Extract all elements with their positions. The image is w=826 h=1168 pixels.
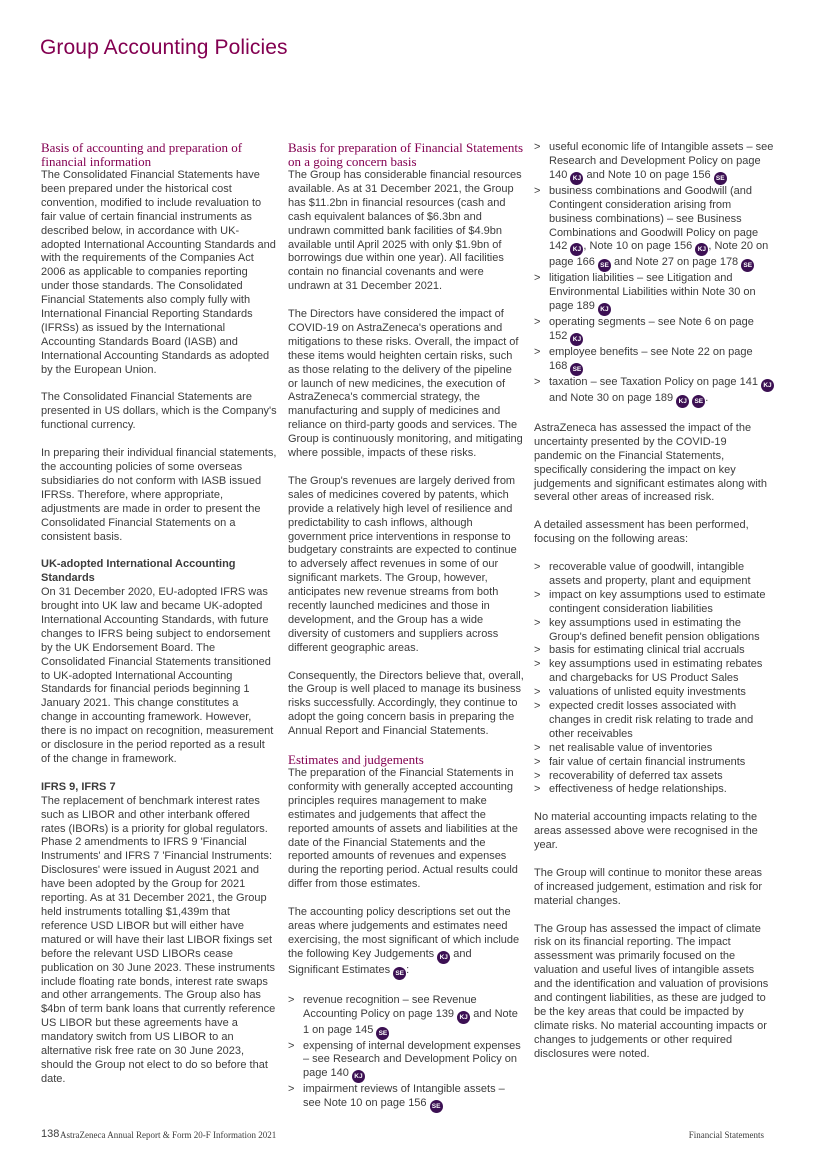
paragraph: The Group has considerable financial resources available. As at 31 December 2021, the Group has $11.2bn in financial resources (cash and cash equivalent balances of $6.3bn and undrawn committed bank facilities of $4.9bn available until April 2025 with only $1.9bn of borrowings due within one year). All facilities contain no financial covenants and were undrawn at 31 December 2021. — [288, 169, 522, 293]
column-3 — [534, 141, 774, 1075]
text: and Significant Estimates — [288, 947, 472, 976]
significant-estimate-badge-icon: SE — [570, 363, 583, 376]
list-item: > impact on key assumptions used to estimate contingent consideration liabilities — [534, 589, 774, 617]
paragraph: The Consolidated Financial Statements are presented in US dollars, which is the Company's functional currency. — [41, 391, 277, 432]
text: : — [406, 963, 410, 976]
list-item: > fair value of certain financial instruments — [534, 756, 774, 770]
paragraph: The Directors have considered the impact of COVID-19 on AstraZeneca's operations and mitigations to these risks. Overall, the impact of these items would heighten certain risks, such as those relating to the delivery of the pipeline or launch of new medicines, the execution of AstraZeneca's commercial strategy, the manufacturing and supply of medicines and reliance on third-party goods and services. The Group is continuously monitoring, and mitigating where possible, impacts of these risks. — [288, 308, 523, 460]
text: taxation – see Taxation Policy on page 141 — [549, 376, 758, 389]
text: , Note 10 on page 156 — [583, 240, 693, 253]
text: and Note 27 on page 178 — [614, 256, 739, 269]
text: operating segments – see Note 6 on page 152 — [549, 316, 754, 343]
text: business combinations and Goodwill (and Contingent consideration arising from business combinations) – see Business Combinations and Goodwill Policy on page 142 — [549, 184, 759, 253]
significant-estimate-badge-icon: SE — [393, 967, 406, 980]
text: litigation liabilities – see Litigation and Environmental Liabilities within Note 30 on page 189 — [549, 272, 756, 313]
page-number: 138 — [41, 1128, 60, 1140]
key-judgement-badge-icon: KJ — [761, 379, 774, 392]
list-item — [288, 1083, 524, 1113]
key-judgement-badge-icon: KJ — [676, 395, 689, 408]
text: and Note 30 on page 189 — [549, 392, 674, 405]
list-item — [534, 141, 774, 185]
text: and Note 10 on page 156 — [586, 168, 711, 181]
key-judgement-badge-icon: KJ — [570, 333, 583, 346]
list-item: > net realisable value of inventories — [534, 742, 774, 756]
paragraph: The Group will continue to monitor these areas of increased judgement, estimation and risk for material changes. — [534, 866, 763, 907]
text: useful economic life of Intangible assets – see Research and Development Policy on page 140 — [549, 141, 774, 181]
section-heading-estimates-judgements: Estimates and judgements — [288, 752, 424, 767]
list-item: > expected credit losses associated with changes in credit risk relating to trade and other receivables — [534, 700, 774, 742]
key-judgement-badge-icon: KJ — [437, 951, 450, 964]
key-judgement-badge-icon: KJ — [695, 243, 708, 256]
key-judgement-badge-icon: KJ — [570, 243, 583, 256]
list-item: > basis for estimating clinical trial accruals — [534, 644, 774, 658]
key-judgement-badge-icon: KJ — [457, 1011, 470, 1024]
column-2 — [288, 141, 524, 1127]
subheading-uk-adopted-ias: UK-adopted International Accounting Standards — [41, 558, 236, 585]
paragraph: On 31 December 2020, EU-adopted IFRS was brought into UK law and became UK-adopted International Accounting Standards, with future changes to IFRS being subject to endorsement by the UK Endorsement Board. The Consolidated Financial Statements transitioned to UK-adopted International Accounting Standards for financial periods beginning 1 January 2021. This change constitutes a change in accounting framework. However, there is no impact on recognition, measurement or disclosure in the period reported as a result of the change in framework. — [41, 586, 274, 766]
significant-estimate-badge-icon: SE — [376, 1027, 389, 1040]
paragraph: The Consolidated Financial Statements have been prepared under the historical cost convention, modified to include revaluation to fair value of certain financial instruments as described below, in accordance with UK-adopted International Accounting Standards and with the requirements of the Companies Act 2006 as applicable to companies reporting under those standards. The Consolidated Financial Statements also comply fully with International Financial Reporting Standards (IFRSs) as issued by the International Accounting Standards Board (IASB) and International Accounting Standards as adopted by the European Union. — [41, 169, 276, 376]
significant-estimate-badge-icon: SE — [430, 1100, 443, 1113]
list-item — [534, 346, 774, 376]
assessment-areas-list — [534, 561, 774, 797]
key-judgement-badge-icon: KJ — [570, 172, 583, 185]
text: expensing of internal development expenses – see Research and Development Policy on page 140 — [303, 1039, 521, 1080]
list-item: > valuations of unlisted equity investments — [534, 686, 774, 700]
text: . — [705, 392, 709, 405]
paragraph: The Group has assessed the impact of climate risk on its financial reporting. The impact assessment was primarily focused on the valuation and useful lives of intangible assets and the identification and valuation of provisions and contingent liabilities, as these are judged to be the key areas that could be impacted by climate risks. No material accounting impacts or changes to judgements or other required disclosures were noted. — [534, 922, 769, 1060]
text: revenue recognition – see Revenue Accounting Policy on page 139 — [303, 993, 477, 1020]
list-item: > effectiveness of hedge relationships. — [534, 783, 774, 797]
text: employee benefits – see Note 22 on page 168 — [549, 346, 753, 373]
significant-estimate-badge-icon: SE — [692, 395, 705, 408]
list-item: > key assumptions used in estimating the Group's defined benefit pension obligations — [534, 617, 774, 645]
paragraph — [288, 906, 524, 980]
section-heading-going-concern: Basis for preparation of Financial Statements on a going concern basis — [288, 140, 524, 169]
significant-estimate-badge-icon: SE — [598, 259, 611, 272]
list-item — [534, 376, 774, 408]
paragraph: The preparation of the Financial Statements in conformity with generally accepted accounting principles requires management to make estimates and judgements that affect the reported amounts of assets and liabilities at the date of the Financial Statements and the reported amounts of revenues and expenses during the reporting period. Actual results could differ from those estimates. — [288, 767, 518, 891]
text: , Note 20 on page 166 — [549, 240, 769, 269]
column-1 — [41, 141, 277, 1101]
paragraph: A detailed assessment has been performed, focusing on the following areas: — [534, 519, 749, 546]
paragraph: AstraZeneca has assessed the impact of the uncertainty presented by the COVID-19 pandemic on the Financial Statements, specifically considering the impact on key judgements and significant estimates along with several other areas of increased risk. — [534, 421, 767, 504]
paragraph: No material accounting impacts relating to the areas assessed above were recognised in the year. — [534, 811, 758, 852]
list-item: > recoverability of deferred tax assets — [534, 770, 774, 784]
page-title: Group Accounting Policies — [40, 36, 288, 59]
paragraph: The replacement of benchmark interest rates such as LIBOR and other interbank offered rates (IBORs) is a priority for global regulators. Phase 2 amendments to IFRS 9 'Financial Instruments' and IFRS 7 'Financial Instruments: Disclosures' were issued in August 2021 and have been adopted by the Group for 2021 reporting. As at 31 December 2021, the Group held instruments totalling $1,439m that reference USD LIBOR but will either have matured or will have their last LIBOR fixings set before the relevant USD LIBORs cease publication on 30 June 2023. These instruments include floating rate bonds, interest rate swaps and other arrangements. The Group also has $4bn of term bank loans that currently reference US LIBOR but these agreements have a mandatory switch from US LIBOR to an alternative risk free rate on 30 June 2023, should the Group not elect to do so before that date. — [41, 794, 276, 1085]
text: and Note 1 on page 145 — [303, 1007, 518, 1036]
list-item: > recoverable value of goodwill, intangible assets and property, plant and equipment — [534, 561, 774, 589]
list-item — [534, 316, 774, 346]
paragraph: The Group's revenues are largely derived from sales of medicines covered by patents, which provide a relatively high level of resilience and predictability to cash inflows, although government price interventions in response to budgetary constraints are expected to continue to adversely affect revenues in some of our significant markets. The Group, however, anticipates new revenue streams from both recently launched medicines and those in development, and the Group has a wide diversity of customers and suppliers across different geographic areas. — [288, 474, 517, 654]
footer-section-name: Financial Statements — [688, 1130, 764, 1140]
significant-estimate-badge-icon: SE — [741, 259, 754, 272]
text: impairment reviews of Intangible assets – see Note 10 on page 156 — [303, 1083, 505, 1110]
list-item — [534, 272, 774, 316]
key-judgements-list-continued — [534, 141, 774, 408]
footer-report-title: AstraZeneca Annual Report & Form 20-F Information 2021 — [60, 1130, 277, 1140]
section-heading-basis-of-accounting: Basis of accounting and preparation of financial information — [41, 140, 243, 169]
subheading-ifrs9-ifrs7: IFRS 9, IFRS 7 — [41, 780, 116, 793]
key-judgement-badge-icon: KJ — [598, 303, 611, 316]
paragraph: In preparing their individual financial statements, the accounting policies of some overseas subsidiaries do not conform with IASB issued IFRSs. Therefore, where appropriate, adjustments are made in order to present the Consolidated Financial Statements on a consistent basis. — [41, 447, 277, 543]
key-judgements-list — [288, 994, 524, 1114]
list-item — [288, 994, 524, 1040]
list-item — [534, 185, 774, 273]
text: The accounting policy descriptions set out the areas where judgements and estimates need exercising, the most significant of which include the following Key Judgements — [288, 906, 520, 960]
key-judgement-badge-icon: KJ — [352, 1070, 365, 1083]
list-item: > key assumptions used in estimating rebates and chargebacks for US Product Sales — [534, 658, 774, 686]
paragraph: Consequently, the Directors believe that, overall, the Group is well placed to manage its business risks successfully. Accordingly, they continue to adopt the going concern basis in preparing the Annual Report and Financial Statements. — [288, 669, 524, 738]
significant-estimate-badge-icon: SE — [714, 172, 727, 185]
list-item — [288, 1040, 524, 1084]
